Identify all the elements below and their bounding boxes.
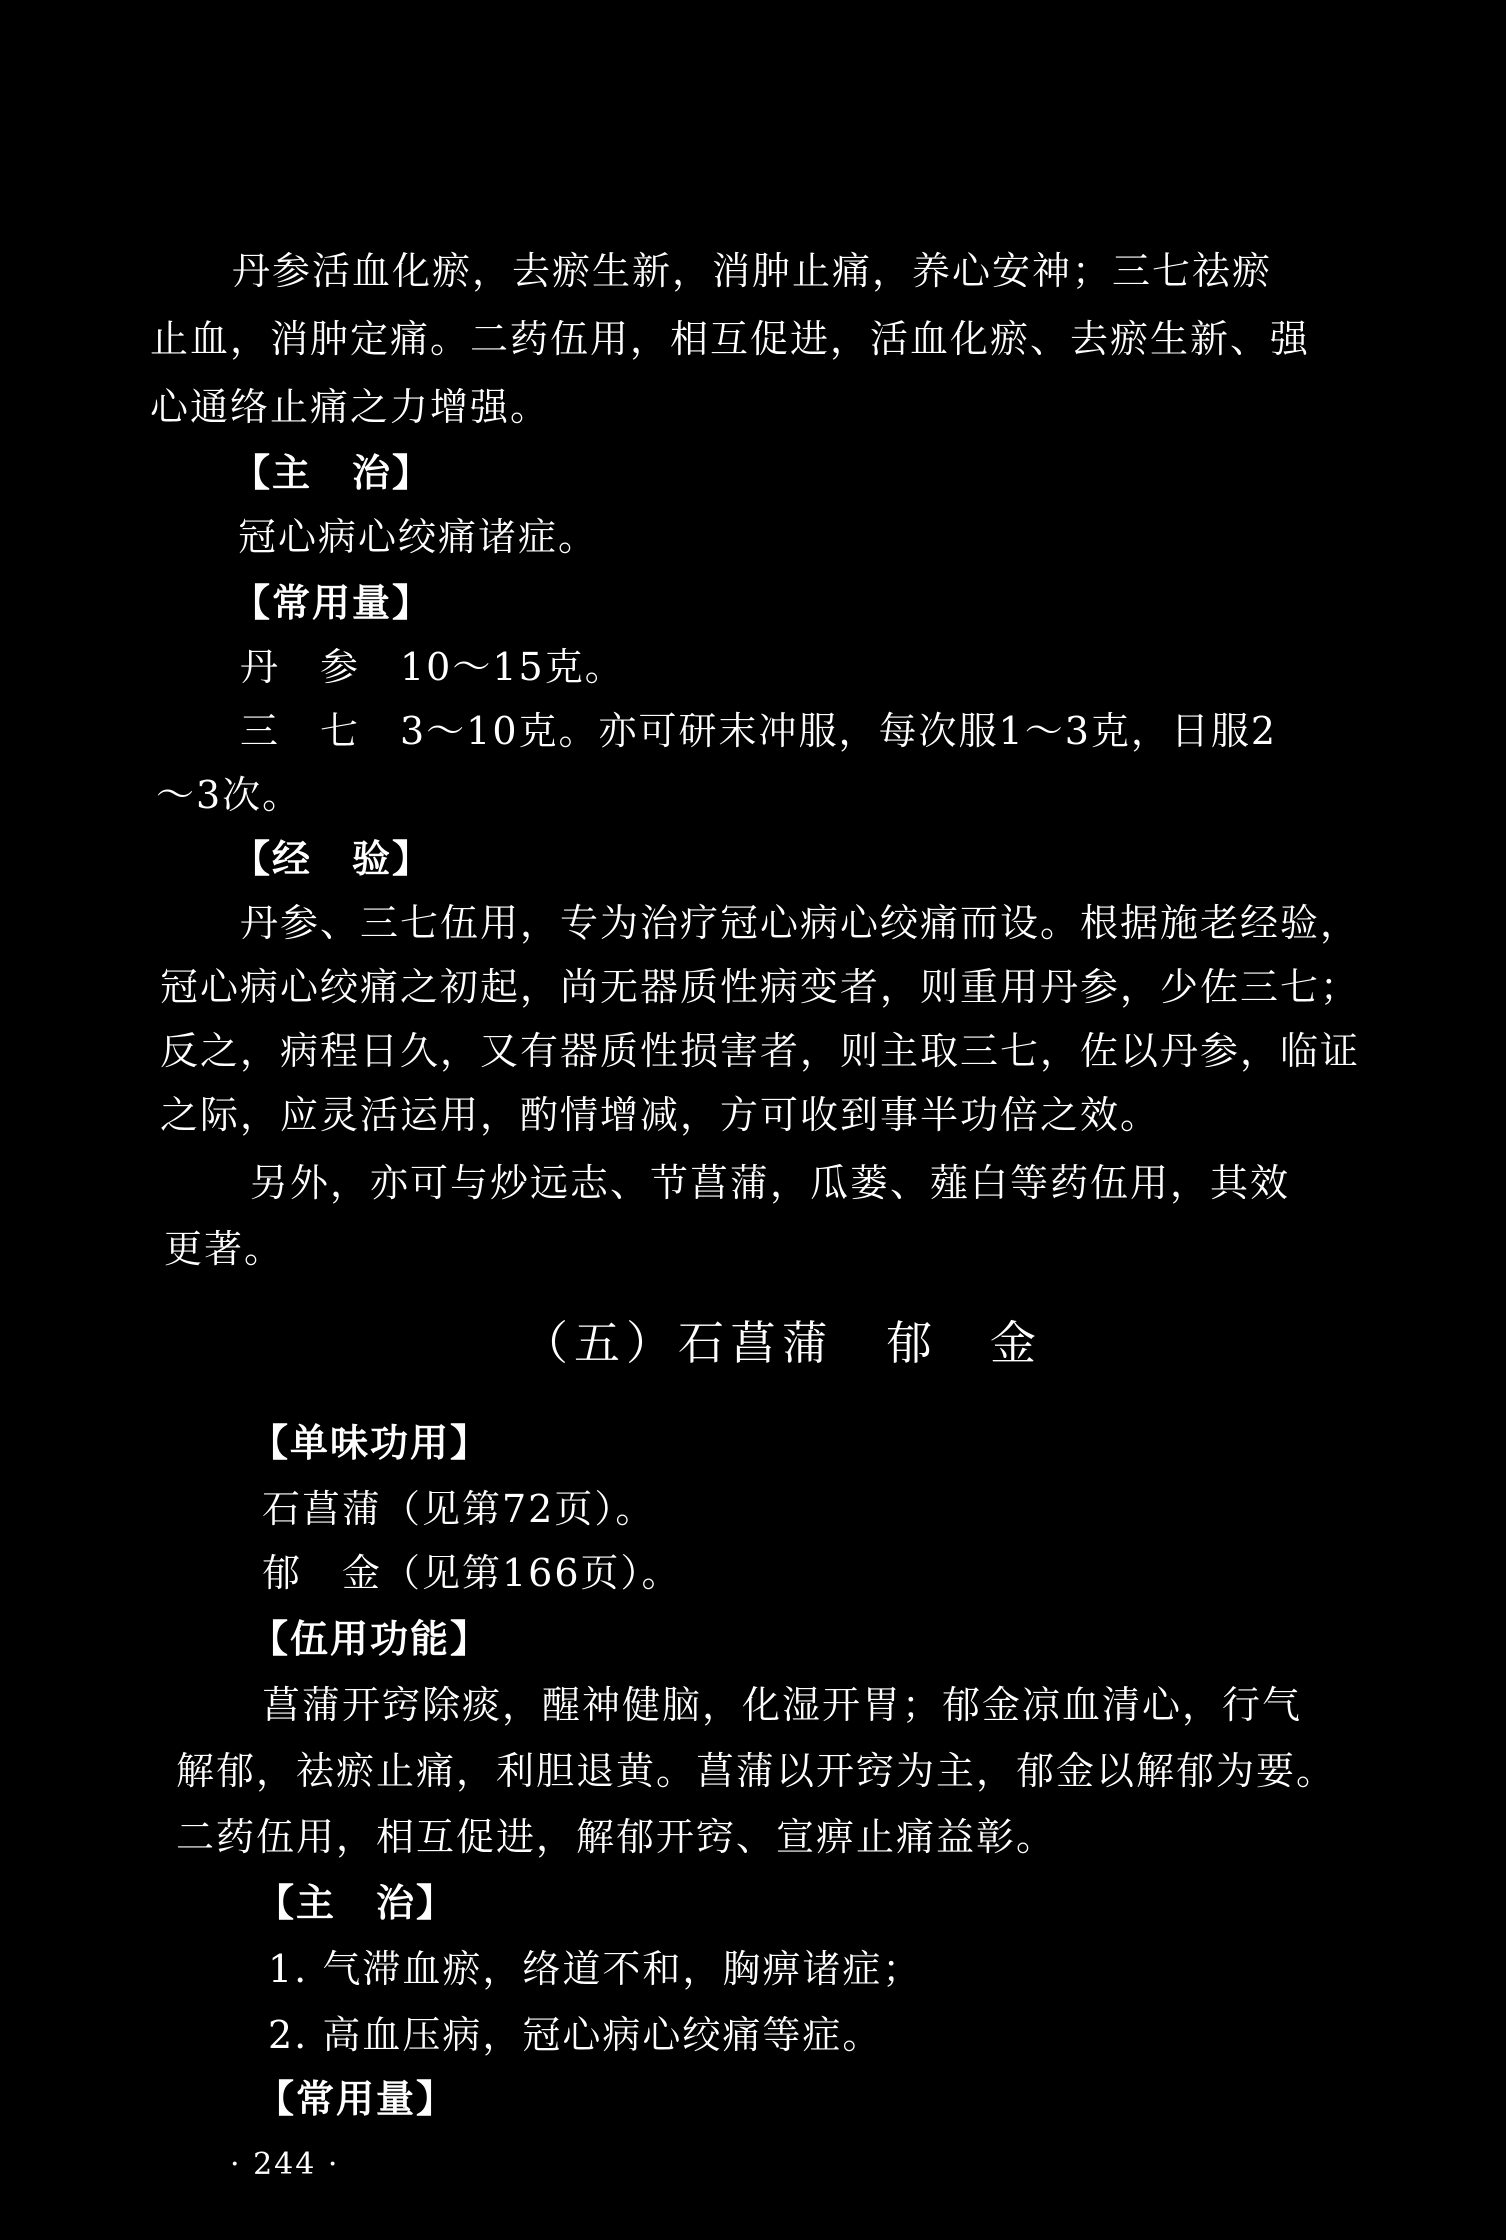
extra-line-1: 另外，亦可与炒远志、节菖蒲，瓜蒌、薤白等药伍用，其效 [250,1161,1291,1205]
combined-heading: 【伍用功能】 [250,1617,491,1661]
combined-line-3: 二药伍用，相互促进，解郁开窍、宣痹止痛益彰。 [176,1815,1057,1859]
indication2-heading: 【主 治】 [256,1881,457,1925]
page-number: · 244 · [230,2147,340,2182]
indication2-line-2: 2. 高血压病，冠心病心绞痛等症。 [268,2013,883,2057]
dosage2-heading: 【常用量】 [256,2077,457,2121]
extra-line-2: 更著。 [164,1227,285,1271]
dosage-heading: 【常用量】 [232,581,433,625]
single-heading: 【单味功用】 [250,1421,491,1465]
experience-line-4: 之际，应灵活运用，酌情增减，方可收到事半功倍之效。 [160,1093,1161,1137]
dosage-line-2: 三 七 3～10克。亦可研末冲服，每次服1～3克，日服2 [240,709,1278,753]
action-line-1: 丹参活血化瘀，去瘀生新，消肿止痛，养心安神；三七祛瘀 [232,249,1273,293]
indication-text: 冠心病心绞痛诸症。 [238,515,599,559]
experience-line-3: 反之，病程日久，又有器质性损害者，则主取三七，佐以丹参，临证 [160,1029,1361,1073]
single-line-1: 石菖蒲（见第72页）。 [262,1487,656,1531]
dosage-line-1: 丹 参 10～15克。 [240,645,625,689]
dosage-line-3: ～3次。 [156,773,303,817]
combined-line-1: 菖蒲开窍除痰，醒神健脑，化湿开胃；郁金凉血清心，行气 [262,1683,1303,1727]
indication2-line-1: 1. 气滞血瘀，络道不和，胸痹诸症； [268,1947,923,1991]
experience-line-1: 丹参、三七伍用，专为治疗冠心病心绞痛而设。根据施老经验， [240,901,1361,945]
action-line-2: 止血，消肿定痛。二药伍用，相互促进，活血化瘀、去瘀生新、强 [150,317,1311,361]
experience-heading: 【经 验】 [232,837,433,881]
single-line-2: 郁 金（见第166页）。 [262,1551,682,1595]
action-line-3: 心通络止痛之力增强。 [150,385,551,429]
combined-line-2: 解郁，祛瘀止痛，利胆退黄。菖蒲以开窍为主，郁金以解郁为要。 [176,1749,1337,1793]
experience-line-2: 冠心病心绞痛之初起，尚无器质性病变者，则重用丹参，少佐三七； [160,965,1361,1009]
section-title: （五）石菖蒲 郁 金 [522,1316,1042,1370]
indication-heading: 【主 治】 [232,451,433,495]
